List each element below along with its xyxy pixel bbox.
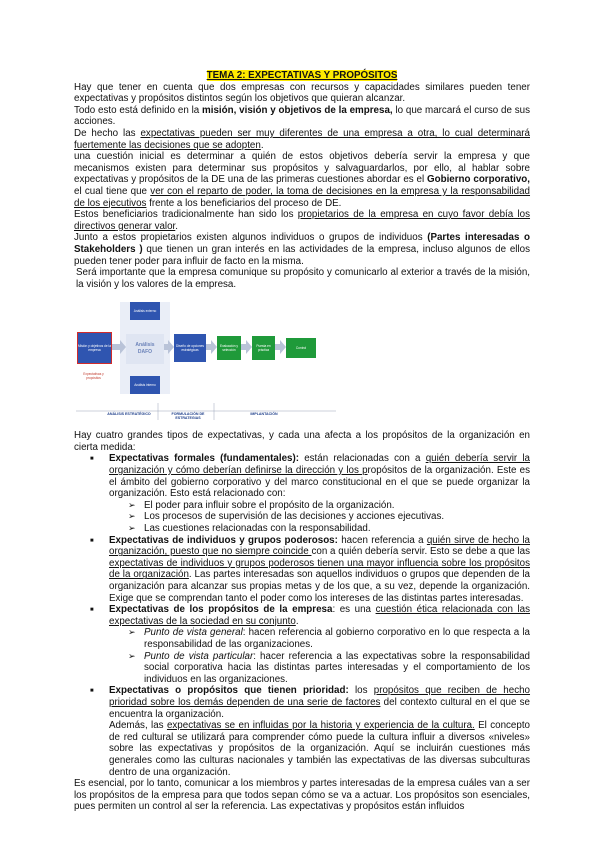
priority-continuation: Además, las expectativas se en influidas por la historia y experiencia de la cultura. El concepto de red cultural se utilizará para comprender cómo puede la cultura influir a diversos «niveles» sobre las expectativas y propósitos de la organización. Aquí se incluirán cuestiones más generales como las culturas nacionales y también las expectativas de las diversas subculturas dentro de una organización. [109,720,530,778]
implementation-box: Puesta en práctica [252,336,275,360]
swot-box [126,334,164,364]
sublist-item: ➢ Los procesos de supervisión de las decisiones y acciones ejecutivas. [128,511,445,523]
evaluation-box: Evaluación y selección [217,336,241,360]
strategy-diagram [74,298,339,424]
swot-line1: Análisis [135,342,155,349]
arrow-icon: ➢ [128,627,136,638]
swot-line2: DAFO [137,349,153,356]
paragraph-expectations: De hecho las expectativas pueden ser muy diferentes de una empresa a otra, lo cual determinará fuertemente las decisiones que se adopten. [74,127,530,151]
expectations-box: Expectativas y propósitos [77,368,110,384]
mission-box: Misión y objetivos de la empresa [77,332,112,364]
list-item-powerful: ■ Expectativas de individuos y grupos poderosos: hacen referencia a quién sirve de hecho la organización, puesto que no siempre coincide con a quién debería servir. Esto se debe a que las expectativas de individuos y grupos poderosos tienen una mayor influencia sobre los propósitos de la organización. Las partes interesadas son aquellos individuos o grupos que dependen de la organización para alcanzar sus propias metas y de los que, a su vez, depende la organización. Exige que se comprendan tanto el poder como los intereses de las distintas partes interesadas. [90,534,530,604]
label-strategy-formulation: FORMULACIÓN DE ESTRATEGIAS [171,412,205,421]
external-analysis-box: Análisis externo [130,302,160,320]
label-implementation: IMPLANTACIÓN [250,412,278,417]
bullet-icon: ■ [90,456,94,463]
arrow-icon: ➢ [128,511,136,522]
arrow-icon: ➢ [128,499,136,510]
control-box: Control [286,338,316,358]
bullet-icon: ■ [90,688,94,695]
bullet-icon: ■ [90,607,94,614]
diagram-connectors [74,298,339,424]
list-item-priority: ■ Expectativas o propósitos que tienen prioridad: los propósitos que reciben de hecho prioridad sobre los demás dependen de una serie de factores del contexto cultural en el que se encuentra la organización. [90,685,531,720]
sublist-item: ➢ Las cuestiones relacionadas con la responsabilidad. [128,523,371,535]
sublist-item: ➢ Punto de vista general: hacen referencia al gobierno corporativo en lo que respecta a la responsabilidad de las organizaciones. [128,627,530,650]
paragraph-stakeholders: Junto a estos propietarios existen algunos individuos o grupos de individuos (Partes interesadas o Stakeholders ) que tienen un gran interés en las actividades de la empresa, incluso algunos de ellos pueden tener poder para influir de facto en la misma. [74,232,531,267]
list-item-purposes: ■ Expectativas de los propósitos de la empresa: es una cuestión ética relacionada con las expectativas de la sociedad en su conjunto. [90,604,530,627]
paragraph-communicate: Será importante que la empresa comunique su propósito y comunicarlo al exterior a través de la misión, la visión y los valores de la empresa. [76,267,530,290]
paragraph-mission: Todo esto está definido en la misión, visión y objetivos de la empresa, lo que marcará el curso de sus acciones. [74,104,530,128]
label-strategic-analysis: ANÁLISIS ESTRATÉGICO [107,412,151,417]
sublist-item: ➢ Punto de vista particular: hacer referencia a las expectativas sobre la responsabilidad social corporativa hacia las distintas partes interesadas y el comportamiento de los individuos en las organizaciones. [128,650,530,685]
paragraph-beneficiaries: Estos beneficiarios tradicionalmente han sido los propietarios de la empresa en cuyo favor debía los directivos generar valor. [74,209,531,232]
paragraph-four-types: Hay cuatro grandes tipos de expectativas, y cada una afecta a los propósitos de la organización en cierta medida: [74,430,530,453]
arrow-icon: ➢ [128,523,136,534]
document-page [74,70,530,813]
paragraph-conclusion: Es esencial, por lo tanto, comunicar a los miembros y partes interesadas de la empresa cuáles van a ser los propósitos de la empresa para que todos sepan cómo se va a actuar. Los propósitos son esenciales, pues permiten un control al ser la referencia. Las expectativas y propósitos están influidos [74,778,530,813]
sublist-item: ➢ El poder para influir sobre el propósito de la organización. [128,499,395,511]
list-item-formal: ■ Expectativas formales (fundamentales): están relacionadas con a quién debería servir la organización y cómo deberían definirse la dirección y los propósitos de la organización. Este es el ámbito del gobierno corporativo y del marco constitucional en el que se puede organizar la organización. Esto está relacionado con: [90,453,531,500]
page-title: TEMA 2: EXPECTATIVAS Y PROPÓSITOS [206,70,398,81]
internal-analysis-box: Análisis interno [130,376,160,394]
bullet-icon: ■ [90,537,94,544]
paragraph-governance: una cuestión inicial es determinar a quién de estos objetivos debería servir la empresa y que mecanismos existen para determinar sus propósitos y salvaguardarlos, por ello, al hablar sobre expectativas y propósitos de la DE una de las primeras cuestiones abordar es el Gobierno corporativo, el cual tiene que ver con el reparto de poder, la toma de decisiones en la empresa y la responsabilidad de los ejecutivos frente a los beneficiarios del proceso de DE. [74,151,531,209]
paragraph-intro: Hay que tener en cuenta que dos empresas con recursos y capacidades similares pueden tener expectativas y propósitos distintos según los objetivos que quieran alcanzar. [74,81,530,105]
arrow-icon: ➢ [128,650,136,661]
design-options-box: Diseño de opciones estratégicas [174,334,206,362]
